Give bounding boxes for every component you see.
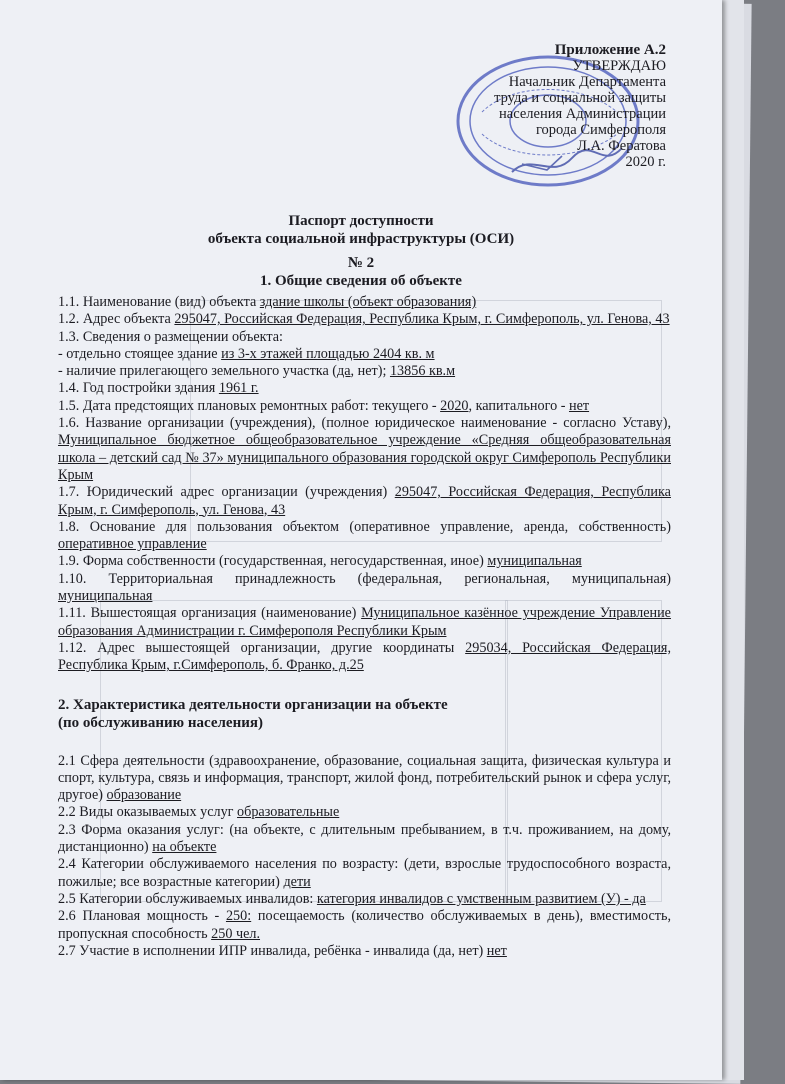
item-1-3-building: - отдельно стоящее здание из 3-х этажей площадью 2404 кв. м	[58, 345, 435, 362]
item-1-11: 1.11. Вышестоящая организация (наименование) Муниципальное казённое учреждение Управление образования Администрации г. Симферополя Республики Крым	[58, 605, 671, 639]
item-1-5: 1.5. Дата предстоящих плановых ремонтных работ: текущего - 2020, капитального - нет	[58, 397, 590, 414]
appendix-title: Приложение А.2	[554, 42, 666, 58]
section-2-subheading: (по обслуживанию населения)	[58, 714, 263, 731]
item-1-12: 1.12. Адрес вышестоящей организации, другие координаты 295034, Российская Федерация, Республика Крым, г.Симферополь, б. Франко, д.25	[58, 639, 672, 674]
item-2-6: 2.6 Плановая мощность - 250: посещаемость (количество обслуживаемых в день), вместимость, пропускная способность 250 чел.	[58, 908, 671, 942]
approval-block	[494, 42, 666, 170]
item-1-7: 1.7. Юридический адрес организации (учреждения) 295047, Российская Федерация, Республика Крым, г. Симферополь, ул. Генова, 43	[58, 484, 671, 518]
item-2-1: 2.1 Сфера деятельности (здравоохранение, образование, социальная защита, физическая культура и спорт, культура, связь и информация, транспорт, жилой фонд, потребительский рынок и сфера услуг, другое) образование	[58, 752, 671, 804]
item-2-4: 2.4 Категории обслуживаемого населения по возрасту: (дети, взрослые трудоспособного возраста, пожилые; все возрастные категории) дети	[58, 856, 671, 890]
approval-line: населения Администрации	[499, 106, 666, 122]
document-subtitle: объекта социальной инфраструктуры (ОСИ)	[207, 231, 515, 247]
section-1-heading: 1. Общие сведения об объекте	[260, 273, 462, 289]
document-body	[58, 294, 671, 960]
item-1-4: 1.4. Год постройки здания 1961 г.	[58, 380, 259, 397]
item-2-5: 2.5 Категории обслуживаемых инвалидов: категория инвалидов с умственным развитием (У) - да	[58, 890, 646, 907]
approval-line: УТВЕРЖДАЮ	[572, 58, 666, 74]
item-1-3-land: - наличие прилегающего земельного участка (да, нет); 13856 кв.м	[58, 363, 456, 380]
item-1-8: 1.8. Основание для пользования объектом (оперативное управление, аренда, собственность) оперативное управление	[58, 518, 671, 553]
item-2-7: 2.7 Участие в исполнении ИПР инвалида, ребёнка - инвалида (да, нет) нет	[58, 942, 507, 959]
item-1-6: 1.6. Название организации (учреждения), (полное юридическое наименование - согласно Уставу), Муниципальное бюджетное общеобразовательное учреждение «Средняя общеобразовательная школа – детский сад № 37» муниципального образования городской округ Симферополь Республики Крым	[58, 415, 671, 483]
item-2-3: 2.3 Форма оказания услуг: (на объекте, с длительным пребыванием, в т.ч. проживанием, на дому, дистанционно) на объекте	[58, 821, 671, 856]
approval-line: Начальник Департамента	[508, 74, 666, 90]
item-2-2: 2.2 Виды оказываемых услуг образовательные	[58, 804, 340, 821]
signer-name: Л.А. Фератова	[577, 138, 666, 154]
approval-line: города Симферополя	[535, 122, 666, 138]
approval-date: 2020 г.	[625, 154, 666, 170]
item-1-3: 1.3. Сведения о размещении объекта:	[58, 328, 283, 345]
item-1-2: 1.2. Адрес объекта 295047, Российская Федерация, Республика Крым, г. Симферополь, ул. Генова, 43	[58, 311, 670, 328]
document-number: № 2	[347, 255, 375, 271]
approval-line: труда и социальной защиты	[494, 90, 666, 106]
item-1-1: 1.1. Наименование (вид) объекта здание школы (объект образования)	[58, 294, 477, 310]
document-title: Паспорт доступности	[288, 213, 434, 229]
item-1-9: 1.9. Форма собственности (государственная, негосударственная, иное) муниципальная	[58, 553, 582, 570]
item-1-10: 1.10. Территориальная принадлежность (федеральная, региональная, муниципальная) муниципальная	[58, 570, 671, 605]
section-2-heading: 2. Характеристика деятельности организации на объекте	[58, 696, 448, 713]
